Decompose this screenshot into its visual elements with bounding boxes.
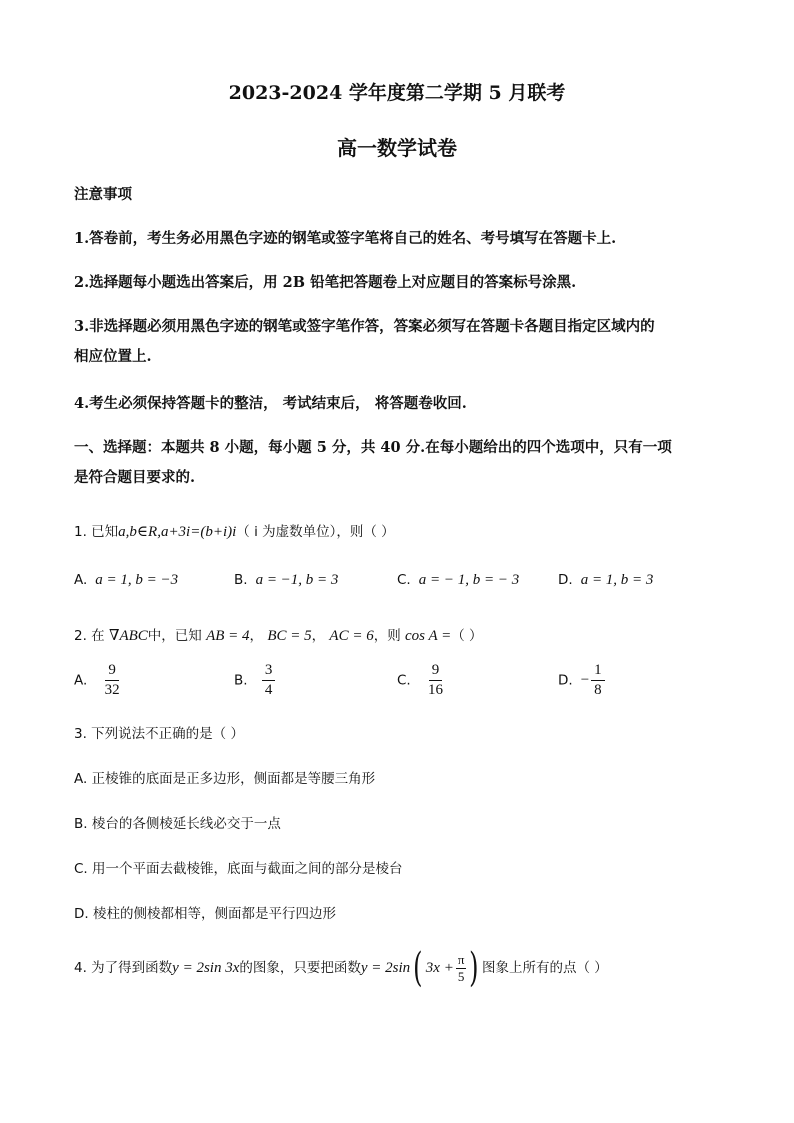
- question-1-stem: [74, 520, 395, 541]
- question-2-option-b: B. $\frac{3}{4}$: [234, 662, 275, 699]
- question-3-option-d: D. 棱柱的侧棱都相等，侧面都是平行四边形: [74, 906, 336, 922]
- question-2-option-a: A. $\frac{9}{32}$: [74, 662, 123, 699]
- question-1-option-d: D. a = 1, b = 3: [558, 572, 654, 588]
- question-1-prefix: 1. 已知: [74, 524, 119, 540]
- note-item-3-line-2: 相应位置上.: [74, 348, 152, 365]
- fraction: $\frac{1}{8}$: [591, 662, 605, 699]
- exam-subtitle: 高一数学试卷: [337, 136, 457, 160]
- question-3-option-a: A. 正棱锥的底面是正多边形，侧面都是等腰三角形: [74, 771, 376, 787]
- note-item-2: 2.选择题每小题选出答案后，用 2B 铅笔把答题卷上对应题目的答案标号涂黑.: [74, 274, 577, 291]
- question-4-stem: 4. 为了得到函数y = 2sin 3x的图象，只要把函数y = 2sin( 3x + $\frac{\pi}{5}$ ) 图象上所有的点（ ）: [74, 945, 608, 991]
- question-1-suffix: （ i 为虚数单位），则（ ）: [236, 524, 395, 540]
- question-1-option-c: C. a = − 1, b = − 3: [397, 572, 520, 588]
- fraction: $\frac{3}{4}$: [262, 662, 276, 699]
- note-item-3-line-1: 3.非选择题必须用黑色字迹的钢笔或签字笔作答，答案必须写在答题卡各题目指定区域内的: [74, 318, 655, 335]
- left-paren: (: [413, 945, 423, 991]
- fraction: $\frac{9}{16}$: [428, 662, 444, 698]
- question-3-option-b: B. 棱台的各侧棱延长线必交于一点: [74, 816, 281, 832]
- question-1-option-b: B. a = −1, b = 3: [234, 572, 339, 588]
- question-3-stem: 3. 下列说法不正确的是（ ）: [74, 726, 244, 742]
- fraction: $\frac{9}{32}$: [104, 662, 120, 698]
- question-3-option-c: C. 用一个平面去截棱锥，底面与截面之间的部分是棱台: [74, 861, 403, 877]
- question-2-stem: 2. 在 ∇ABC中，已知 AB = 4， BC = 5， AC = 6，则 cos A =（ ）: [74, 628, 483, 644]
- section-1-heading-line-2: 是符合题目要求的.: [74, 469, 196, 486]
- section-1-heading-line-1: 一、选择题：本题共 8 小题，每小题 5 分，共 40 分.在每小题给出的四个选项中，只有一项: [74, 439, 672, 456]
- question-1-option-a: A. a = 1, b = −3: [74, 572, 179, 588]
- note-item-4: 4.考生必须保持答题卡的整洁， 考试结束后， 将答题卷收回.: [74, 395, 467, 412]
- notes-heading: 注意事项: [74, 186, 132, 203]
- right-paren: ): [469, 945, 479, 991]
- exam-title: 2023-2024 学年度第二学期 5 月联考: [228, 82, 566, 104]
- question-2-option-c: C. $\frac{9}{16}$: [397, 662, 446, 699]
- question-1-math: a,b∈R,a+3i=(b+i)i: [118, 524, 237, 540]
- question-2-option-d: D. − $\frac{1}{8}$: [558, 662, 605, 699]
- note-item-1: 1.答卷前，考生务必用黑色字迹的钢笔或签字笔将自己的姓名、考号填写在答题卡上.: [74, 230, 617, 247]
- fraction: $\frac{\pi}{5}$: [457, 951, 465, 984]
